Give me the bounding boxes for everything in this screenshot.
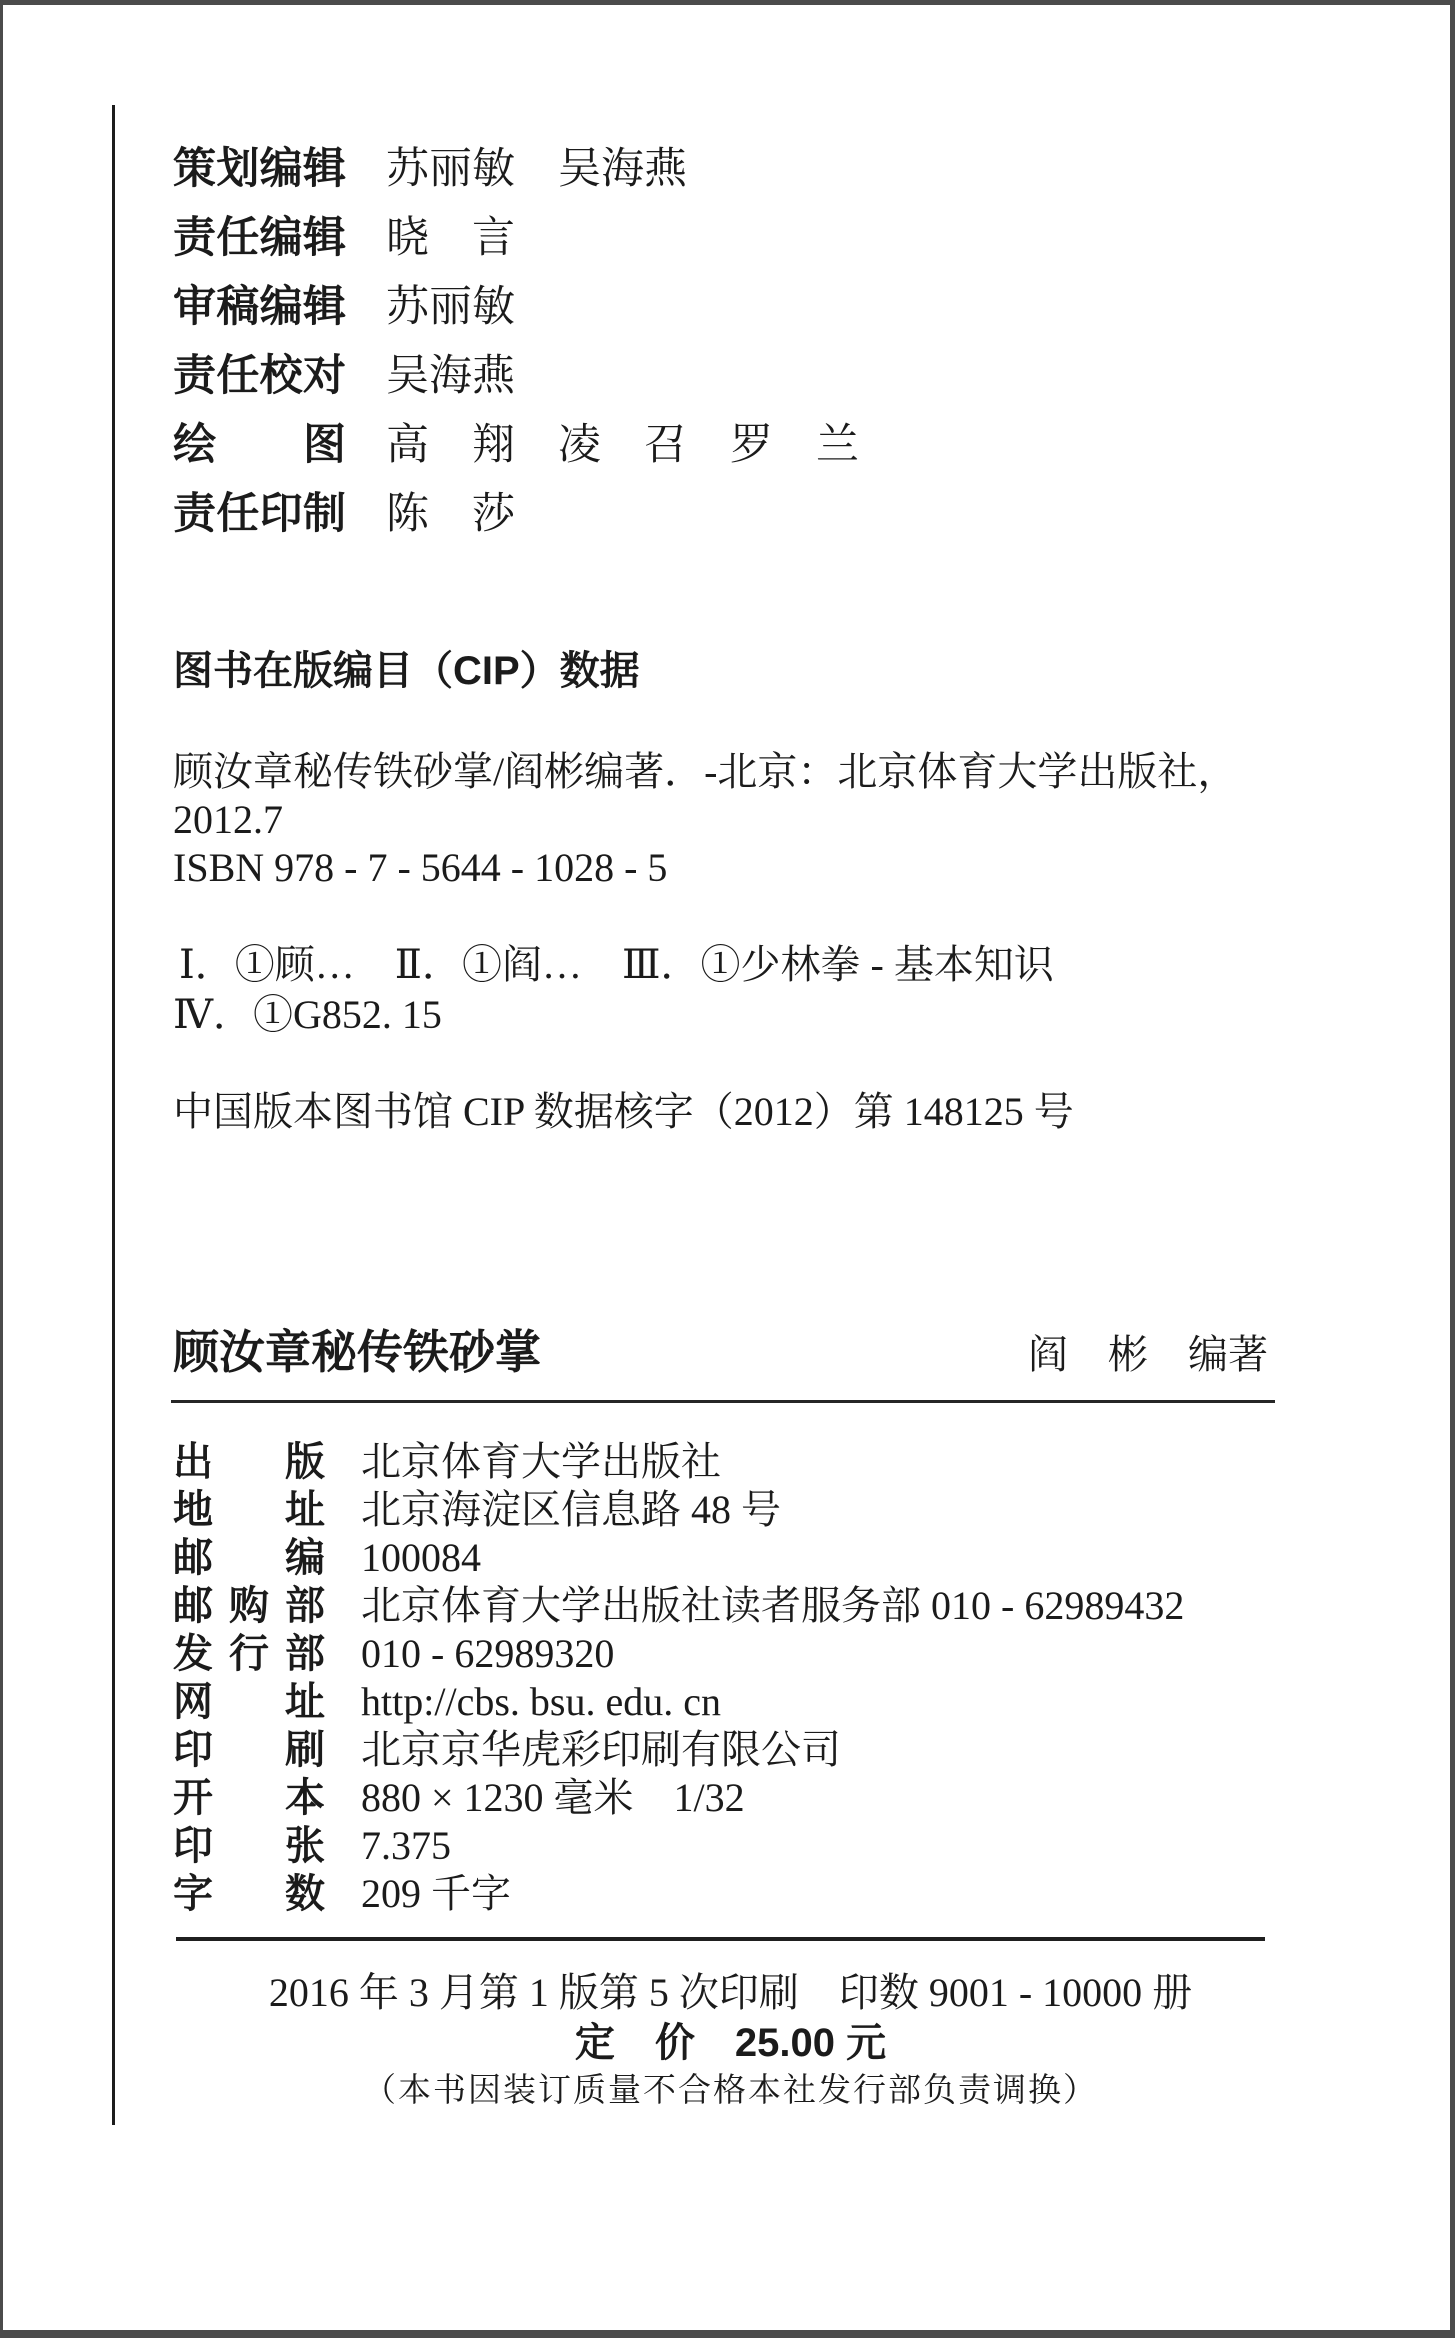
price-line: 定 价 25.00 元 [574,2021,887,2065]
publication-label: 开本 [173,1776,325,1820]
publication-label: 字数 [173,1872,325,1916]
publication-row [173,1822,1184,1870]
publication-value: http://cbs. bsu. edu. cn [361,1679,721,1724]
publication-row [173,1534,1184,1582]
editor-credits [173,135,859,549]
credit-label: 责任印制 [173,490,346,538]
publication-value: 北京体育大学出版社 [361,1439,721,1484]
footer [103,1970,1358,2109]
credit-value: 高 翔 凌 召 罗 兰 [386,421,859,469]
credit-value: 晓 言 [386,214,515,262]
credit-label: 策划编辑 [173,145,346,193]
publication-label: 邮购部 [173,1584,325,1628]
credit-label: 绘图 [173,421,346,469]
credit-value: 苏丽敏 吴海燕 [386,145,687,193]
publication-label: 印张 [173,1824,325,1868]
cip-description-line1: 顾汝章秘传铁砂掌/阎彬编著．-北京：北京体育大学出版社， [173,749,1238,794]
publication-label: 邮编 [173,1536,325,1580]
publication-label: 印刷 [173,1728,325,1772]
publication-row [173,1870,1184,1918]
cip-classification-line1: Ⅰ．①顾… Ⅱ．①阎… Ⅲ．①少林拳 - 基本知识 [179,942,1054,987]
credit-row [173,411,859,480]
cip-description-line2: 2012.7 [173,797,283,842]
credit-value: 苏丽敏 [386,283,515,331]
book-title: 顾汝章秘传铁砂掌 [173,1326,541,1378]
publication-value: 010 - 62989320 [361,1631,615,1676]
credit-value: 陈 莎 [386,490,515,538]
credit-label: 审稿编辑 [173,283,346,331]
title-divider-rule [171,1400,1275,1403]
publication-row [173,1582,1184,1630]
publication-label: 网址 [173,1680,325,1724]
publication-row [173,1774,1184,1822]
publication-label: 发行部 [173,1632,325,1676]
credit-label: 责任校对 [173,352,346,400]
publication-label: 出版 [173,1440,325,1484]
publication-value: 北京京华虎彩印刷有限公司 [361,1727,841,1772]
publication-value: 北京体育大学出版社读者服务部 010 - 62989432 [361,1583,1185,1628]
publication-row [173,1726,1184,1774]
cip-heading: 图书在版编目（CIP）数据 [173,649,640,693]
publication-label: 地址 [173,1488,325,1532]
publication-value: 209 千字 [361,1871,511,1916]
publication-value: 北京海淀区信息路 48 号 [361,1487,781,1532]
publication-value: 100084 [361,1535,481,1580]
publication-value: 7.375 [361,1823,451,1868]
credit-row [173,135,859,204]
credit-row [173,204,859,273]
footer-divider-rule [176,1937,1265,1941]
publication-row [173,1486,1184,1534]
cip-classification-line2: Ⅳ．①G852. 15 [173,992,442,1037]
publication-row [173,1630,1184,1678]
credit-row [173,273,859,342]
credit-value: 吴海燕 [386,352,515,400]
credit-row [173,342,859,411]
publication-row [173,1438,1184,1486]
cip-record-number: 中国版本图书馆 CIP 数据核字（2012）第 148125 号 [173,1089,1074,1134]
cip-isbn: ISBN 978 - 7 - 5644 - 1028 - 5 [173,845,668,890]
publication-row [173,1678,1184,1726]
publication-value: 880 × 1230 毫米 1/32 [361,1775,745,1820]
credit-row [173,480,859,549]
book-author: 阎 彬 编著 [1028,1332,1268,1377]
binding-quality-note: （本书因装订质量不合格本社发行部负责调换） [363,2073,1098,2109]
left-margin-rule [112,105,115,2125]
printing-run-line: 2016 年 3 月第 1 版第 5 次印刷 印数 9001 - 10000 册 [268,1970,1193,2015]
credit-label: 责任编辑 [173,214,346,262]
publication-info [173,1438,1184,1918]
